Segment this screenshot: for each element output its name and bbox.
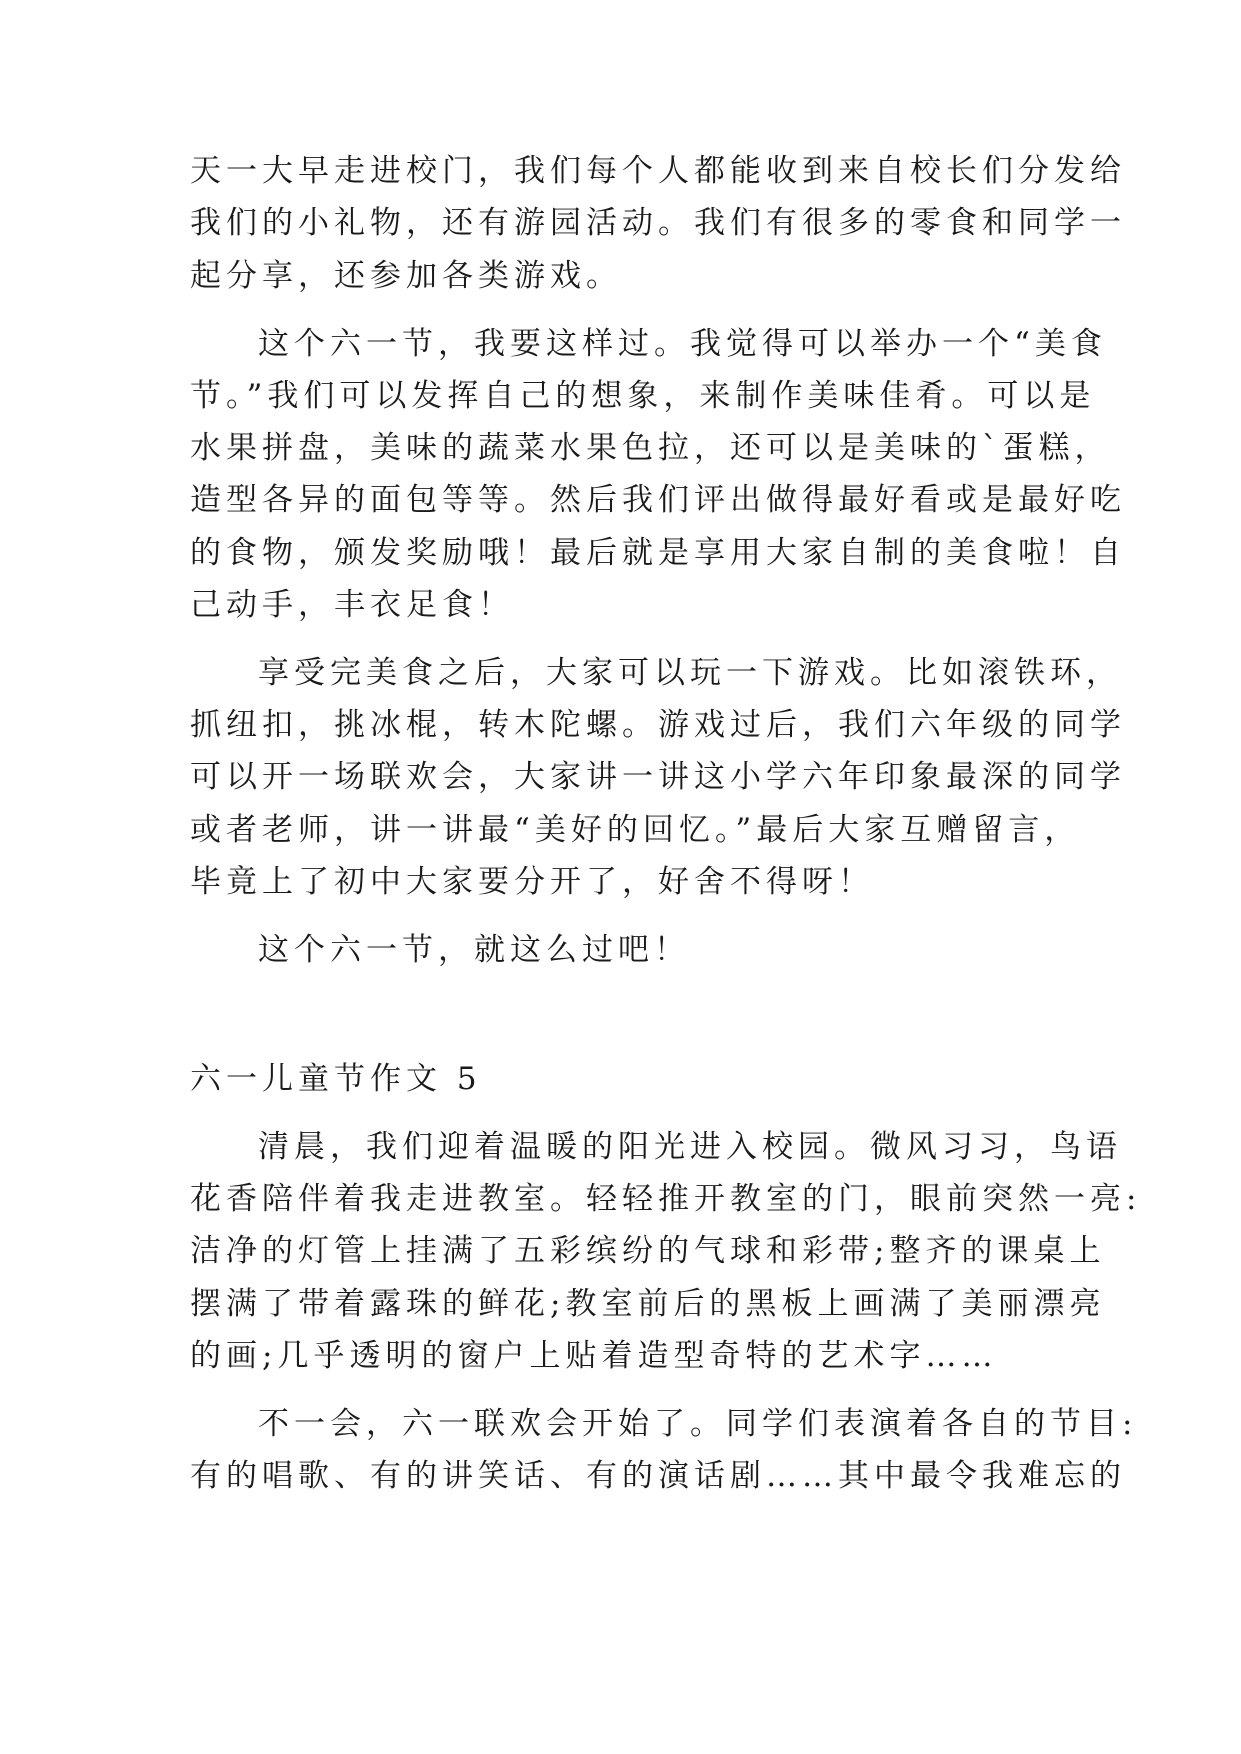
paragraph-first-line: 不一会，六一联欢会开始了。同学们表演着各自的节目: (258, 1406, 1138, 1442)
text-line: 洁净的灯管上挂满了五彩缤纷的气球和彩带;整齐的课桌上 (190, 1233, 1106, 1269)
paragraph-first-line: 这个六一节，我要这样过。我觉得可以举办一个“美食 (258, 326, 1107, 362)
text-line: 水果拼盘，美味的蔬菜水果色拉，还可以是美味的`蛋糕， (190, 430, 1111, 466)
text-line: 造型各异的面包等等。然后我们评出做得最好看或是最好吃 (190, 482, 1126, 518)
text-line: 的食物，颁发奖励哦！最后就是享用大家自制的美食啦！自 (190, 535, 1126, 571)
text-line: 我们的小礼物，还有游园活动。我们有很多的零食和同学一 (190, 205, 1126, 241)
text-line: 节。”我们可以发挥自己的想象，来制作美味佳肴。可以是 (190, 378, 1096, 414)
text-line: 或者老师，讲一讲最“美好的回忆。”最后大家互赠留言， (190, 812, 1081, 848)
text-line: 起分享，还参加各类游戏。 (190, 258, 622, 294)
text-line: 可以开一场联欢会，大家讲一讲这小学六年印象最深的同学 (190, 759, 1126, 795)
text-line: 抓纽扣，挑冰棍，转木陀螺。游戏过后，我们六年级的同学 (190, 707, 1126, 743)
text-line: 毕竟上了初中大家要分开了，好舍不得呀！ (190, 864, 874, 900)
paragraph-first-line: 享受完美食之后，大家可以玩一下游戏。比如滚铁环， (258, 655, 1122, 691)
text-line: 天一大早走进校门，我们每个人都能收到来自校长们分发给 (190, 153, 1126, 189)
text-line: 有的唱歌、有的讲笑话、有的演话剧……其中最令我难忘的 (190, 1458, 1126, 1494)
paragraph-first-line: 清晨，我们迎着温暖的阳光进入校园。微风习习，鸟语 (258, 1129, 1122, 1165)
text-line: 的画;几乎透明的窗户上贴着造型奇特的艺术字…… (190, 1338, 998, 1374)
text-line: 己动手，丰衣足食！ (190, 587, 514, 623)
section-heading: 六一儿童节作文 5 (190, 1061, 482, 1097)
text-line: 花香陪伴着我走进教室。轻轻推开教室的门，眼前突然一亮: (190, 1181, 1142, 1217)
paragraph-first-line: 这个六一节，就这么过吧！ (258, 932, 690, 968)
text-line: 摆满了带着露珠的鲜花;教室前后的黑板上画满了美丽漂亮 (190, 1286, 1106, 1322)
